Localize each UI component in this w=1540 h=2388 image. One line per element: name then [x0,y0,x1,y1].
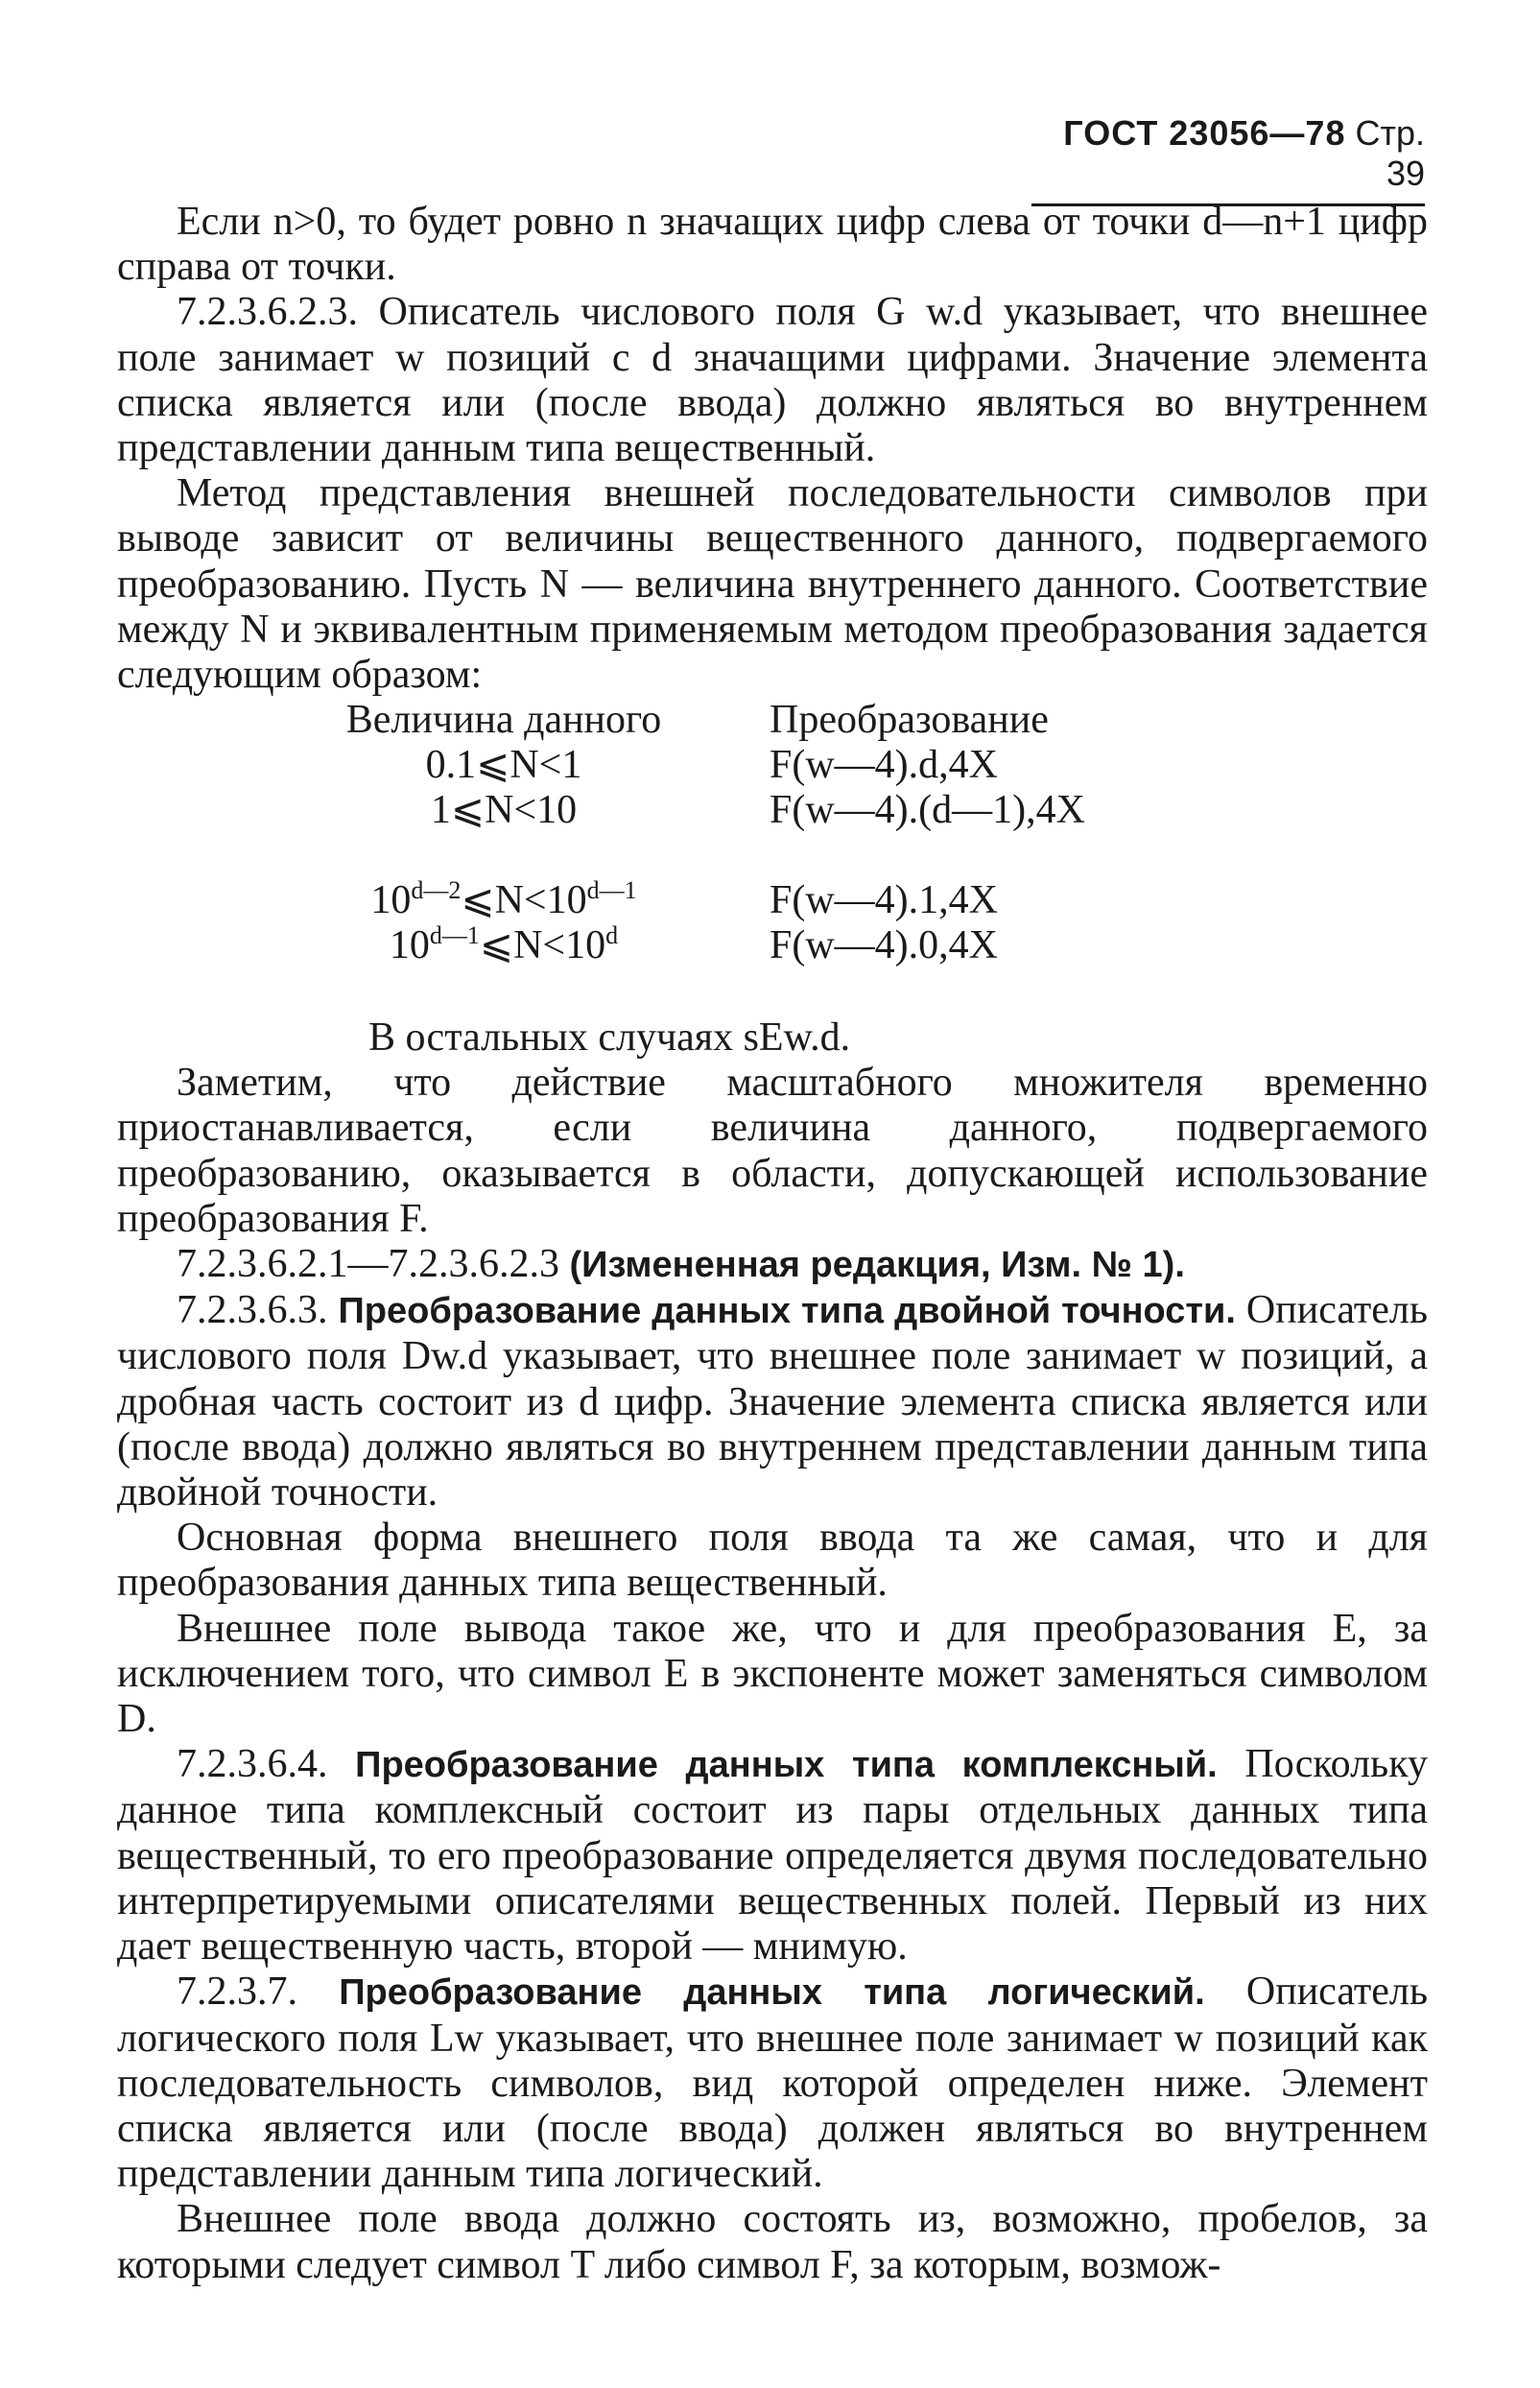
conversion-table [117,698,1428,1061]
page-header [1031,113,1425,206]
section-heading: Преобразование данных типа комплексный. [355,1745,1218,1786]
paragraph: Метод представления внешней последовательности символов при выводе зависит от величины вещественного данного, подвергаемого преобразованию. Пусть N — величина внутреннего данного. Соответствие между N и эквивалентным применяемым методом преобразования задается следующим образом: [117,471,1428,698]
paragraph-amendment: 7.2.3.6.2.1—7.2.3.6.2.3 (Измененная редакция, Изм. № 1). [177,1242,1185,1287]
table-cell-value: 0.1⩽N<1 [425,743,582,788]
paragraph: Если n>0, то будет ровно n значащих цифр слева от точки d—n+1 цифр справа от точки. [117,200,1428,290]
paragraph-section: 7.2.3.6.4. Преобразование данных типа комплексный. Поскольку данное типа комплексный состоит из пары отдельных данных типа вещественный, то его преобразование определяется двумя последовательно интерпретируемыми описателями вещественных полей. Первый из них дает вещественную часть, второй — мнимую. [117,1742,1429,1970]
table-cell-value: $10^{d—1}⩽N<10^d$ [389,921,619,968]
table-cell-value: 1⩽N<10 [430,788,578,833]
table-cell-conversion: F(w—4).(d—1),4X [770,788,1085,833]
paragraph: Основная форма внешнего поля ввода та же самая, что и для преобразования данных типа вещественный. [117,1516,1428,1606]
paragraph: Внешнее поле ввода должно состоять из, возможно, пробелов, за которыми следует символ T либо символ F, за которым, возмож- [117,2197,1428,2287]
table-cell-value: $10^{d—2}⩽N<10^{d—1}$ [370,876,637,923]
paragraph: Заметим, что действие масштабного множителя временно приостанавливается, если величина данного, подвергаемого преобразованию, оказывается в области, допускающей использование преобразования F. [117,1061,1428,1241]
table-cell-conversion: F(w—4).d,4X [770,743,998,788]
paragraph: Внешнее поле вывода такое же, что и для преобразования E, за исключением того, что символ E в экспоненте может заменяться символом D. [117,1606,1428,1742]
column-header-value: Величина данного [345,698,662,743]
otherwise-note: В остальных случаях sEw.d. [368,1015,851,1061]
column-header-conversion: Преобразование [770,698,1049,743]
table-cell-conversion: F(w—4).0,4X [770,923,998,968]
paragraph: 7.2.3.6.2.3. Описатель числового поля G w.d указывает, что внешнее поле занимает w позиций с d значащими цифрами. Значение элемента списка является или (после ввода) должно являться во внутреннем представлении данным типа вещественный. [117,290,1428,471]
paragraph-section: 7.2.3.7. Преобразование данных типа логический. Описатель логического поля Lw указывает, что внешнее поле занимает w позиций как последовательность символов, вид которой определен ниже. Элемент списка является или (после ввода) должен являться во внутреннем представлении данным типа логический. [117,1970,1428,2197]
paragraph-section: 7.2.3.6.3. Преобразование данных типа двойной точности. Описатель числового поля Dw.d указывает, что внешнее поле занимает w позиций, а дробная часть состоит из d цифр. Значение элемента списка является или (после ввода) должно являться во внутреннем представлении данным типа двойной точности. [117,1288,1429,1516]
section-heading: Преобразование данных типа логический. [339,1972,1205,2014]
table-cell-conversion: F(w—4).1,4X [770,878,998,923]
standard-code: ГОСТ 23056—78 [1063,113,1346,153]
document-body [117,200,1428,2288]
section-heading: Преобразование данных типа двойной точности. [338,1291,1236,1332]
page-number: Стр. 39 [1355,113,1425,193]
